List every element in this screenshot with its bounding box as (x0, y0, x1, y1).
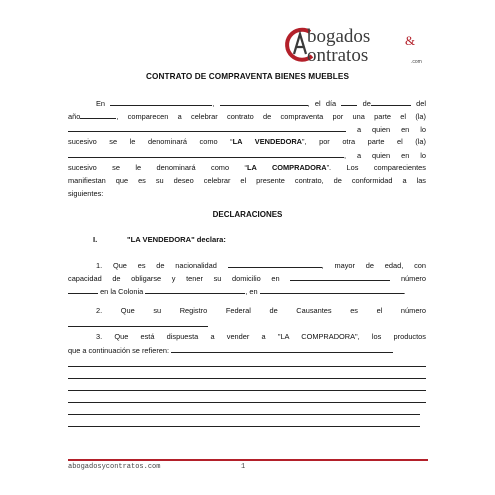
blank-month[interactable] (371, 98, 411, 106)
intro-text: año (68, 112, 81, 121)
page-number: 1 (241, 463, 246, 471)
logo-word-abogados: bogados (307, 26, 371, 47)
blank-nationality[interactable] (228, 260, 322, 268)
blank-day[interactable] (341, 98, 357, 106)
logo-word-contratos: ontratos (307, 45, 369, 66)
intro-line-1 (68, 98, 426, 109)
intro-text: ”, por otra parte el (la) (302, 137, 426, 146)
seller-term: LA VENDEDORA (232, 137, 303, 146)
intro-text: , a quien en lo (344, 151, 426, 160)
intro-text: sucesivo se le denominará como “ (68, 163, 247, 172)
clause1-line-3 (68, 286, 426, 297)
section-title: "LA VENDEDORA" declara: (127, 235, 226, 244)
clause-text: capacidad de obligarse y tener su domicilio en (68, 274, 280, 283)
clause-text: 3. Que está dispuesta a vender a "LA COMPRADORA", los productos (96, 332, 426, 341)
clause3-line-2 (68, 345, 426, 356)
clause3-line-1 (68, 332, 426, 342)
blank-number[interactable] (68, 286, 98, 294)
blank-products-line[interactable] (68, 402, 426, 403)
intro-line-6 (68, 163, 426, 173)
blank-products-line[interactable] (68, 426, 420, 427)
intro-text: En (96, 99, 106, 108)
blank-products-line[interactable] (68, 366, 426, 367)
clause-text: que a continuación se refieren: (68, 346, 170, 355)
intro-text: ”. Los comparecientes (326, 163, 426, 172)
blank-products-line[interactable] (68, 390, 426, 391)
clause-text: número (400, 274, 426, 283)
blank-seller-name[interactable] (68, 124, 346, 132)
clause-number: 2. (96, 306, 103, 315)
logo-ampersand: & (405, 33, 416, 48)
blank-year[interactable] (80, 111, 116, 119)
intro-text: de (362, 99, 371, 108)
clause1-line-1 (68, 260, 426, 271)
intro-line-4 (68, 137, 426, 147)
blank-state[interactable] (220, 98, 308, 106)
clause-text: en la Colonia (100, 287, 144, 296)
clause-text: , mayor de edad, con (321, 261, 426, 270)
intro-line-7: manifiestan que es su deseo celebrar el presente contrato, de conformidad a las (68, 176, 426, 185)
blank-buyer-name[interactable] (68, 150, 344, 158)
intro-text: , (212, 99, 215, 108)
footer-site: abogadosycontratos.com (68, 463, 161, 471)
intro-text: sucesivo se le denominará como “ (68, 137, 233, 146)
abogados-contratos-logo (283, 26, 433, 66)
intro-text: a quien en lo (356, 125, 427, 134)
logo-domain: .com (411, 59, 422, 65)
intro-line-5 (68, 150, 426, 161)
blank-place[interactable] (110, 98, 215, 108)
blank-products[interactable] (171, 345, 393, 353)
clause2-line-1 (68, 306, 426, 316)
blank-colonia[interactable] (145, 286, 245, 294)
declaraciones-heading: DECLARACIONES (212, 210, 283, 219)
blank-products-line[interactable] (68, 378, 426, 379)
blank-products-line[interactable] (68, 414, 420, 415)
section-number: I. (93, 235, 98, 244)
intro-text: del (416, 99, 427, 108)
blank-address[interactable] (290, 273, 390, 281)
clause-text: , en (245, 287, 258, 296)
blank-rfc[interactable] (68, 326, 208, 327)
intro-line-2 (68, 111, 426, 122)
buyer-term: LA COMPRADORA (246, 163, 327, 172)
intro-text: , comparecen a celebrar contrato de compraventa por una parte el (la) (116, 112, 426, 121)
intro-line-3 (68, 124, 426, 135)
blank-city[interactable] (260, 286, 404, 294)
clause-text: . (403, 287, 406, 296)
intro-line-8: siguientes: (68, 189, 104, 198)
footer-divider (68, 459, 428, 461)
document-title: CONTRATO DE COMPRAVENTA BIENES MUEBLES (145, 72, 350, 81)
clause-text: Que su Registro Federal de Causantes es el número (120, 306, 426, 315)
clause1-line-2 (68, 273, 426, 284)
intro-text: , el día (307, 99, 337, 108)
clause-text: 1. Que es de nacionalidad (96, 261, 217, 270)
